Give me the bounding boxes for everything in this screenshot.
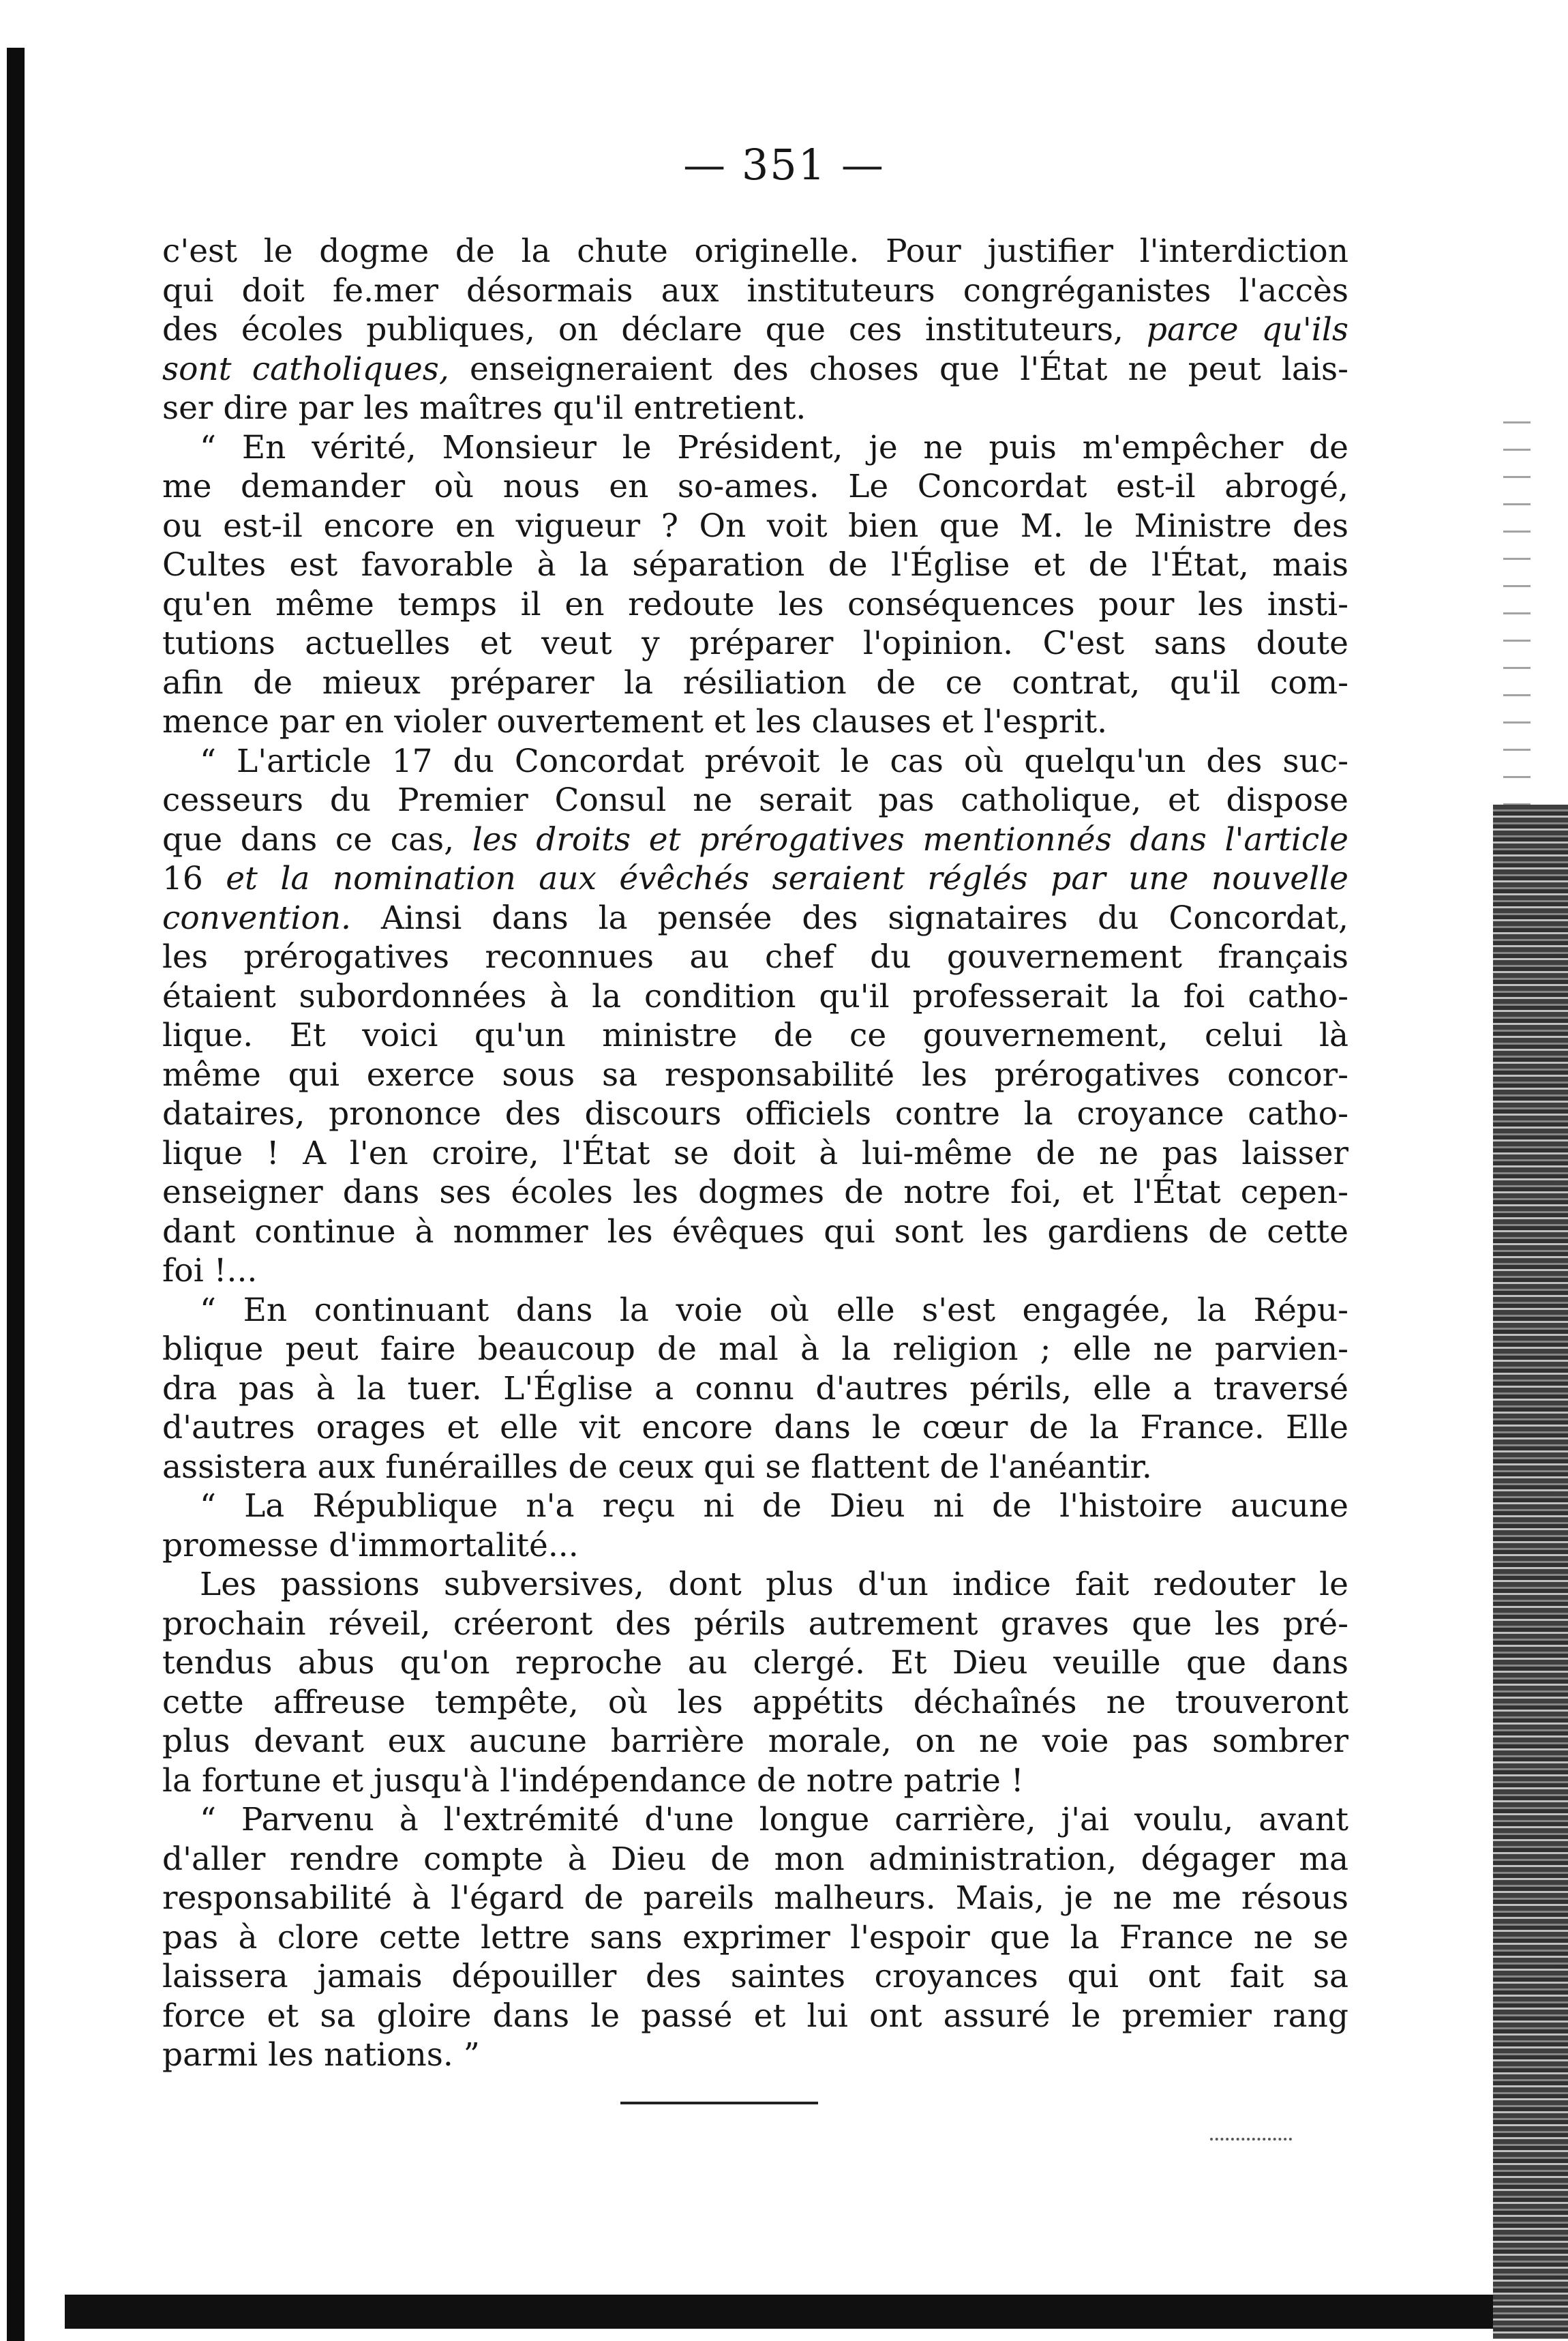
- text-run: dra pas à la tuer. L'Église a connu d'autres périls, elle a traversé: [162, 1369, 1348, 1407]
- text-run: enseigner dans ses écoles les dogmes de notre foi, et l'État cepen-: [162, 1174, 1348, 1211]
- text-run: étaient subordonnées à la condition qu'il professerait la foi catho-: [162, 977, 1348, 1015]
- text-run: cesseurs du Premier Consul ne serait pas catholique, et dispose: [162, 781, 1348, 819]
- text-line: [162, 820, 1348, 860]
- text-line: [162, 507, 1348, 546]
- text-line: [162, 1330, 1348, 1369]
- text-line: [162, 1957, 1348, 1997]
- text-line: [162, 742, 1348, 781]
- text-run: tendus abus qu'on reproche au clergé. Et Dieu veuille que dans: [162, 1644, 1348, 1682]
- body-text: [162, 232, 1348, 2075]
- text-run: 16: [162, 860, 203, 897]
- text-line: [162, 1016, 1348, 1056]
- text-line: [162, 310, 1348, 350]
- text-line: [162, 1212, 1348, 1252]
- text-line: [162, 899, 1348, 938]
- text-run: “ L'article 17 du Concordat prévoit le cas où quelqu'un des suc-: [200, 742, 1348, 780]
- text-line: [162, 977, 1348, 1017]
- text-run: ser dire par les maîtres qu'il entretient.: [162, 389, 806, 427]
- text-run: lique ! A l'en croire, l'État se doit à lui-même de ne pas laisser: [162, 1134, 1348, 1172]
- text-line: [162, 1643, 1348, 1683]
- text-run: plus devant eux aucune barrière morale, on ne voie pas sombrer: [162, 1723, 1348, 1760]
- text-line: [162, 624, 1348, 663]
- text-run: “ En vérité, Monsieur le Président, je ne puis m'empêcher de: [200, 428, 1348, 466]
- text-run: me demander où nous en so-ames. Le Concordat est-il abrogé,: [162, 468, 1348, 505]
- text-line: [162, 1448, 1348, 1487]
- scan-right-edge: [1493, 805, 1568, 2339]
- text-run: “ Parvenu à l'extrémité d'une longue carrière, j'ai voulu, avant: [200, 1801, 1348, 1838]
- text-run: enseigneraient des choses que l'État ne peut lais-: [469, 350, 1348, 388]
- text-run: c'est le dogme de la chute originelle. Pour justifier l'interdiction: [162, 233, 1348, 270]
- italic-run: et la nomination aux évêchés seraient réglés par une nouvelle: [226, 860, 1348, 897]
- text-run: pas à clore cette lettre sans exprimer l'espoir que la France ne se: [162, 1918, 1348, 1956]
- text-line: [162, 1134, 1348, 1174]
- text-line: [162, 1094, 1348, 1134]
- text-line: [162, 389, 1348, 428]
- text-line: [162, 1369, 1348, 1409]
- text-line: [162, 1879, 1348, 1918]
- page-number: — 351 —: [683, 140, 885, 190]
- text-line: [162, 1487, 1348, 1526]
- italic-run: sont catholiques,: [162, 350, 449, 388]
- text-line: [162, 1056, 1348, 1095]
- text-line: [162, 1840, 1348, 1879]
- text-run: assistera aux funérailles de ceux qui se flattent de l'anéantir.: [162, 1448, 1152, 1486]
- text-run: d'autres orages et elle vit encore dans le cœur de la France. Elle: [162, 1409, 1348, 1446]
- text-run: promesse d'immortalité...: [162, 1526, 579, 1564]
- text-run: parmi les nations. ”: [162, 2036, 480, 2074]
- text-run: que dans ce cas,: [162, 820, 455, 859]
- text-line: [162, 1918, 1348, 1958]
- text-run: Cultes est favorable à la séparation de l'Église et de l'État, mais: [162, 546, 1348, 584]
- text-run: dataires, prononce des discours officiels contre la croyance catho-: [162, 1095, 1348, 1133]
- text-line: [162, 1291, 1348, 1330]
- text-run: blique peut faire beaucoup de mal à la religion ; elle ne parvien-: [162, 1330, 1348, 1368]
- text-run: tutions actuelles et veut y préparer l'opinion. C'est sans doute: [162, 625, 1348, 662]
- text-line: [162, 781, 1348, 820]
- text-run: force et sa gloire dans le passé et lui ont assuré le premier rang: [162, 1997, 1348, 2035]
- text-run: d'aller rendre compte à Dieu de mon administration, dégager ma: [162, 1840, 1348, 1878]
- text-run: mence par en violer ouvertement et les clauses et l'esprit.: [162, 703, 1108, 741]
- text-run: foi !...: [162, 1252, 258, 1289]
- closing-rule: [620, 2102, 818, 2104]
- text-run: des écoles publiques, on déclare que ces instituteurs,: [162, 311, 1124, 348]
- text-line: [162, 938, 1348, 977]
- text-run: les prérogatives reconnues au chef du gouvernement français: [162, 938, 1348, 976]
- text-run: cette affreuse tempête, où les appétits déchaînés ne trouveront: [162, 1683, 1348, 1721]
- text-run: même qui exerce sous sa responsabilité les prérogatives concor-: [162, 1056, 1348, 1094]
- text-line: [162, 1683, 1348, 1723]
- text-run: afin de mieux préparer la résiliation de ce contrat, qu'il com-: [162, 663, 1348, 702]
- text-run: dant continue à nommer les évêques qui sont les gardiens de cette: [162, 1212, 1348, 1251]
- text-line: [162, 859, 1348, 899]
- text-run: “ En continuant dans la voie où elle s'est engagée, la Répu-: [200, 1291, 1348, 1329]
- scan-left-edge: [7, 48, 25, 2341]
- text-run: Les passions subversives, dont plus d'un indice fait redouter le: [200, 1566, 1348, 1603]
- text-line: [162, 546, 1348, 585]
- text-line: [162, 1800, 1348, 1840]
- text-run: la fortune et jusqu'à l'indépendance de notre patrie !: [162, 1761, 1024, 1800]
- text-run: qui doit fe.mer désormais aux instituteurs congréganistes l'accès: [162, 271, 1348, 310]
- text-run: qu'en même temps il en redoute les conséquences pour les insti-: [162, 585, 1348, 623]
- text-run: responsabilité à l'égard de pareils malheurs. Mais, je ne me résous: [162, 1879, 1348, 1917]
- italic-run: parce qu'ils: [1146, 311, 1348, 348]
- text-line: [162, 1526, 1348, 1566]
- text-run: “ La République n'a reçu ni de Dieu ni de l'histoire aucune: [200, 1487, 1348, 1525]
- text-line: [162, 1997, 1348, 2036]
- text-run: prochain réveil, créeront des périls autrement graves que les pré-: [162, 1605, 1348, 1643]
- text-line: [162, 467, 1348, 507]
- text-line: [162, 271, 1348, 311]
- scan-bottom-edge: [65, 2295, 1493, 2329]
- text-line: [162, 2036, 1348, 2075]
- scan-dots: [1210, 2138, 1292, 2143]
- text-line: [162, 663, 1348, 703]
- text-line: [162, 1565, 1348, 1605]
- scan-right-specks: [1503, 409, 1531, 805]
- text-line: [162, 232, 1348, 271]
- text-line: [162, 350, 1348, 389]
- text-line: [162, 1722, 1348, 1761]
- italic-run: les droits et prérogatives mentionnés dans l'article: [472, 820, 1348, 859]
- text-line: [162, 702, 1348, 742]
- text-line: [162, 1173, 1348, 1212]
- text-line: [162, 1761, 1348, 1801]
- text-line: [162, 1605, 1348, 1644]
- text-run: Ainsi dans la pensée des signataires du Concordat,: [380, 899, 1348, 937]
- text-run: laissera jamais dépouiller des saintes croyances qui ont fait sa: [162, 1958, 1348, 1995]
- text-line: [162, 428, 1348, 468]
- text-run: lique. Et voici qu'un ministre de ce gouvernement, celui là: [162, 1017, 1348, 1054]
- text-line: [162, 1408, 1348, 1448]
- text-line: [162, 1251, 1348, 1291]
- text-run: ou est-il encore en vigueur ? On voit bien que M. le Ministre des: [162, 507, 1348, 545]
- italic-run: convention.: [162, 899, 351, 937]
- text-line: [162, 585, 1348, 625]
